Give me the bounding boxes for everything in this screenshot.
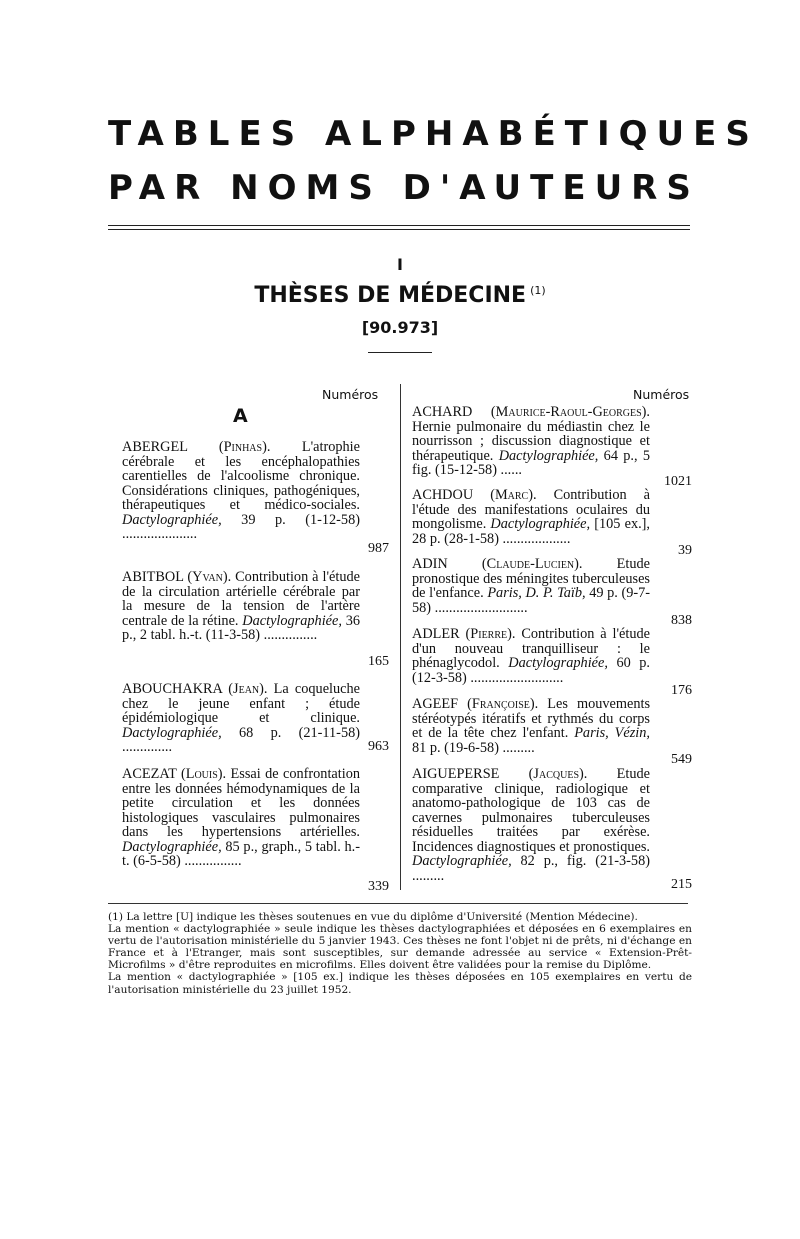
- section-title: [0, 283, 800, 308]
- entry-surname: ACHDOU: [412, 487, 474, 503]
- letter-heading: A: [233, 405, 248, 427]
- entry-publisher: Paris, Vézin,: [574, 725, 650, 741]
- entry-item: [122, 440, 360, 542]
- entry-title: Essai de confrontation entre les données hémodynamiques de la petite circulation et les données histologiques vasculaires pulmonaires dans les hypertensions artérielles.: [122, 766, 361, 840]
- section-code: [90.973]: [361, 318, 439, 337]
- numeros-label-left: Numéros: [322, 387, 379, 402]
- entry-title: Hernie pulmonaire du médiastin chez le nourrisson ; discussion diagnostique et thérapeutique.: [412, 418, 650, 464]
- entry-details: 39 p. (1-12-58) .....................: [122, 511, 360, 542]
- footnote-1: (1) La lettre [U] indique les thèses soutenues en vue du diplôme d'Université (Mention Médecine).: [108, 911, 638, 923]
- entry-number: 987: [368, 541, 389, 556]
- entry-title: La coqueluche chez le jeune enfant ; étude épidémiologique et clinique.: [122, 681, 360, 726]
- entry-publisher: Dactylographiée,: [122, 724, 222, 741]
- entry-firstname: (Yvan).: [187, 569, 232, 585]
- entry-number: 215: [671, 877, 692, 892]
- entry-firstname: (Jacques).: [528, 766, 588, 782]
- entry-item: [412, 488, 650, 546]
- entry-surname: AIGUEPERSE: [412, 766, 500, 782]
- entry-surname: ABOUCHAKRA: [122, 681, 223, 697]
- entry-firstname: (Marc).: [490, 487, 537, 503]
- entry-item: [412, 405, 650, 478]
- section-number: I: [397, 255, 403, 274]
- entry-item: [122, 682, 360, 755]
- entry-publisher: Dactylographiée,: [490, 516, 591, 532]
- entry-title: Etude pronostique des méningites tuberculeuses de l'enfance.: [412, 556, 651, 601]
- entry-publisher: Dactylographiée,: [122, 511, 222, 528]
- entry-firstname: (Louis).: [180, 766, 227, 782]
- entry-item: [412, 627, 650, 685]
- entry-item: [412, 767, 650, 883]
- entry-item: [122, 767, 360, 869]
- entry-number: 963: [368, 739, 389, 754]
- entry-surname: AGEEF: [412, 696, 459, 712]
- entry-title: Contribution à l'étude de la circulation artérielle cérébrale par la mesure de la tension de l'artère centrale de la rétine.: [122, 569, 360, 629]
- footnotes: [108, 911, 692, 996]
- entry-number: 165: [368, 654, 389, 669]
- entry-surname: ADLER: [412, 626, 460, 642]
- entry-details: 85 p., graph., 5 tabl. h.-t. (6-5-58) ................: [122, 838, 360, 869]
- entry-publisher: Dactylographiée,: [412, 853, 512, 869]
- entry-title: Etude comparative clinique, radiologique et anatomo-pathologique de 103 cas de cavernes pulmonaires tuberculeuses résiduelles traitées par exérèse. Incidences diagnostiques et pronostiques.: [412, 766, 650, 855]
- entry-publisher: Dactylographiée,: [498, 447, 599, 464]
- entry-publisher: Dactylographiée,: [122, 838, 222, 855]
- entry-firstname: (Jean).: [228, 681, 268, 697]
- entry-number: 838: [671, 613, 692, 628]
- entry-publisher: Dactylographiée,: [242, 612, 342, 629]
- entry-firstname: (Maurice-Raoul-Georges).: [490, 404, 650, 420]
- entry-number: 339: [368, 879, 389, 894]
- entry-details: 49 p. (9-7-58) ..........................: [412, 585, 651, 616]
- numeros-label-right: Numéros: [633, 387, 690, 402]
- entry-item: [122, 570, 360, 643]
- entry-title: Contribution à l'étude d'un nouveau tranquilliseur : le phénaglycodol.: [412, 626, 651, 671]
- footnote-3: La mention « dactylographiée » [105 ex.] indique les thèses déposées en 105 exemplaires en vertu de l'autorisation ministérielle du 23 juillet 1952.: [108, 971, 692, 996]
- entry-details: [105 ex.], 28 p. (28-1-58) ...................: [412, 516, 650, 547]
- entry-surname: ADIN: [412, 556, 448, 572]
- entry-details: 68 p. (21-11-58) ..............: [122, 724, 360, 755]
- entry-details: 82 p., fig. (21-3-58) .........: [412, 853, 650, 884]
- entry-number: 176: [671, 683, 692, 698]
- title-rule-bottom: [108, 229, 690, 230]
- section-title-footnote-mark: (1): [530, 283, 546, 297]
- entry-publisher: Paris, D. P. Taïb,: [487, 585, 586, 601]
- footnote-2: La mention « dactylographiée » seule indique les thèses dactylographiées et déposées en 6 exemplaires en vertu de l'autorisation ministérielle du 5 janvier 1943. Ces thèses ne font l'objet ni de prêts, ni d'échange en France et à l'Etranger, mais sont susceptibles, sur demande adressée au service « Extension-Prêt-Microfilms » d'être reproduites en microfilms. Elles doivent être validées pour la remise du Diplôme.: [108, 923, 692, 972]
- entry-firstname: (Pierre).: [465, 626, 516, 642]
- entry-title: Contribution à l'étude des manifestations oculaires du mongolisme.: [412, 487, 651, 532]
- entry-details: 64 p., 5 fig. (15-12-58) ......: [412, 447, 651, 478]
- entry-firstname: (Claude-Lucien).: [481, 556, 583, 572]
- page-title-line-2: PAR NOMS D'AUTEURS: [108, 168, 700, 208]
- entry-details: 36 p., 2 tabl. h.-t. (11-3-58) ...............: [122, 612, 361, 643]
- entry-surname: ACHARD: [412, 404, 473, 420]
- entry-item: [412, 697, 650, 755]
- section-title-text: THÈSES DE MÉDECINE: [254, 283, 527, 308]
- footnote-rule: [108, 903, 688, 904]
- entry-details: 81 p. (19-6-58) .........: [412, 739, 535, 756]
- entry-item: [412, 557, 650, 615]
- entry-title: L'atrophie cérébrale et les encéphalopathies carentielles de l'alcoolisme chronique. Considérations cliniques, pathogéniques, thérapeutiques et médico-sociales.: [122, 439, 360, 513]
- entry-number: 549: [671, 752, 692, 767]
- section-divider: [368, 352, 432, 353]
- entry-details: 60 p. (12-3-58) ..........................: [412, 655, 651, 686]
- entry-publisher: Dactylographiée,: [508, 655, 608, 671]
- column-divider: [400, 384, 401, 890]
- entry-firstname: (Pinhas).: [218, 439, 271, 455]
- entry-title: Les mouvements stéréotypés itératifs et rythmés du corps et de la tête chez l'enfant.: [412, 696, 651, 741]
- entry-firstname: (Françoise).: [467, 696, 539, 712]
- entry-surname: ACEZAT: [122, 766, 177, 782]
- title-rule-top: [108, 225, 690, 226]
- entry-surname: ABERGEL: [122, 439, 188, 455]
- entry-number: 1021: [664, 474, 692, 489]
- entry-surname: ABITBOL: [122, 569, 184, 585]
- page-title-line-1: TABLES ALPHABÉTIQUES: [108, 114, 759, 154]
- entry-number: 39: [678, 543, 692, 558]
